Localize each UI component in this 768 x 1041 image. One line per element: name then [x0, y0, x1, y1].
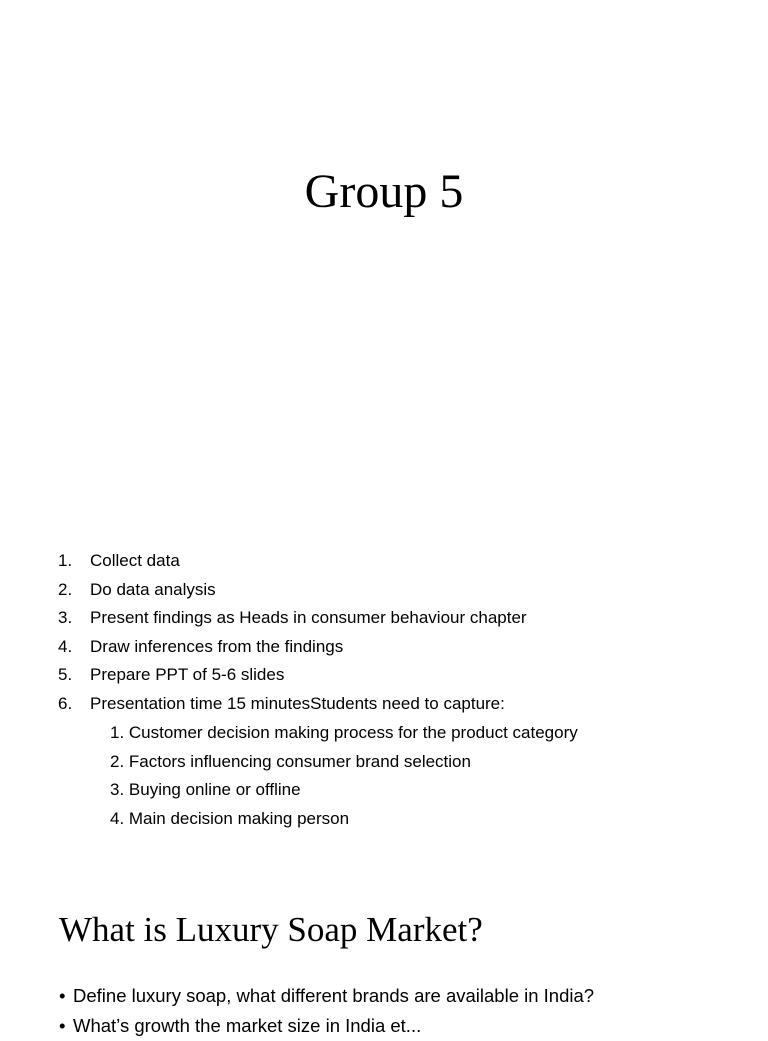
list-number: 3.	[58, 608, 73, 628]
slide-title: Group 5	[304, 165, 464, 218]
list-item	[58, 547, 527, 576]
bullet-text: Define luxury soap, what different brands are available in India?	[73, 985, 595, 1006]
sublist-item: 4. Main decision making person	[110, 808, 350, 828]
list-number: 4.	[58, 636, 73, 656]
list-item-text: Draw inferences from the findings	[90, 636, 344, 656]
task-list	[58, 547, 527, 719]
list-item-text: Do data analysis	[90, 579, 216, 599]
list-number: 1.	[58, 551, 73, 570]
list-item	[58, 633, 527, 662]
sublist-item: 2. Factors influencing consumer brand selection	[110, 751, 471, 771]
list-item-text: Presentation time 15 minutesStudents need to capture:	[90, 693, 505, 713]
bullet-icon: •	[59, 1015, 66, 1036]
bullet-list	[59, 981, 594, 1041]
list-item-text: Collect data	[90, 551, 180, 570]
list-number: 6.	[58, 693, 73, 713]
section-heading: What is Luxury Soap Market?	[59, 910, 483, 949]
list-number: 2.	[58, 579, 73, 599]
bullet-item	[59, 981, 594, 1011]
list-number: 5.	[58, 665, 73, 685]
list-item	[58, 576, 527, 605]
sublist-item: 1. Customer decision making process for the product category	[110, 723, 578, 742]
sublist-item: 3. Buying online or offline	[110, 780, 301, 800]
bullet-text: What’s growth the market size in India et...	[73, 1015, 422, 1036]
list-item-text: Present findings as Heads in consumer behaviour chapter	[90, 608, 527, 628]
bullet-item	[59, 1011, 594, 1041]
list-item	[58, 661, 527, 690]
list-item	[58, 690, 527, 719]
capture-sublist	[110, 719, 578, 833]
bullet-icon: •	[59, 985, 66, 1006]
list-item-text: Prepare PPT of 5-6 slides	[90, 665, 285, 685]
list-item	[58, 604, 527, 633]
